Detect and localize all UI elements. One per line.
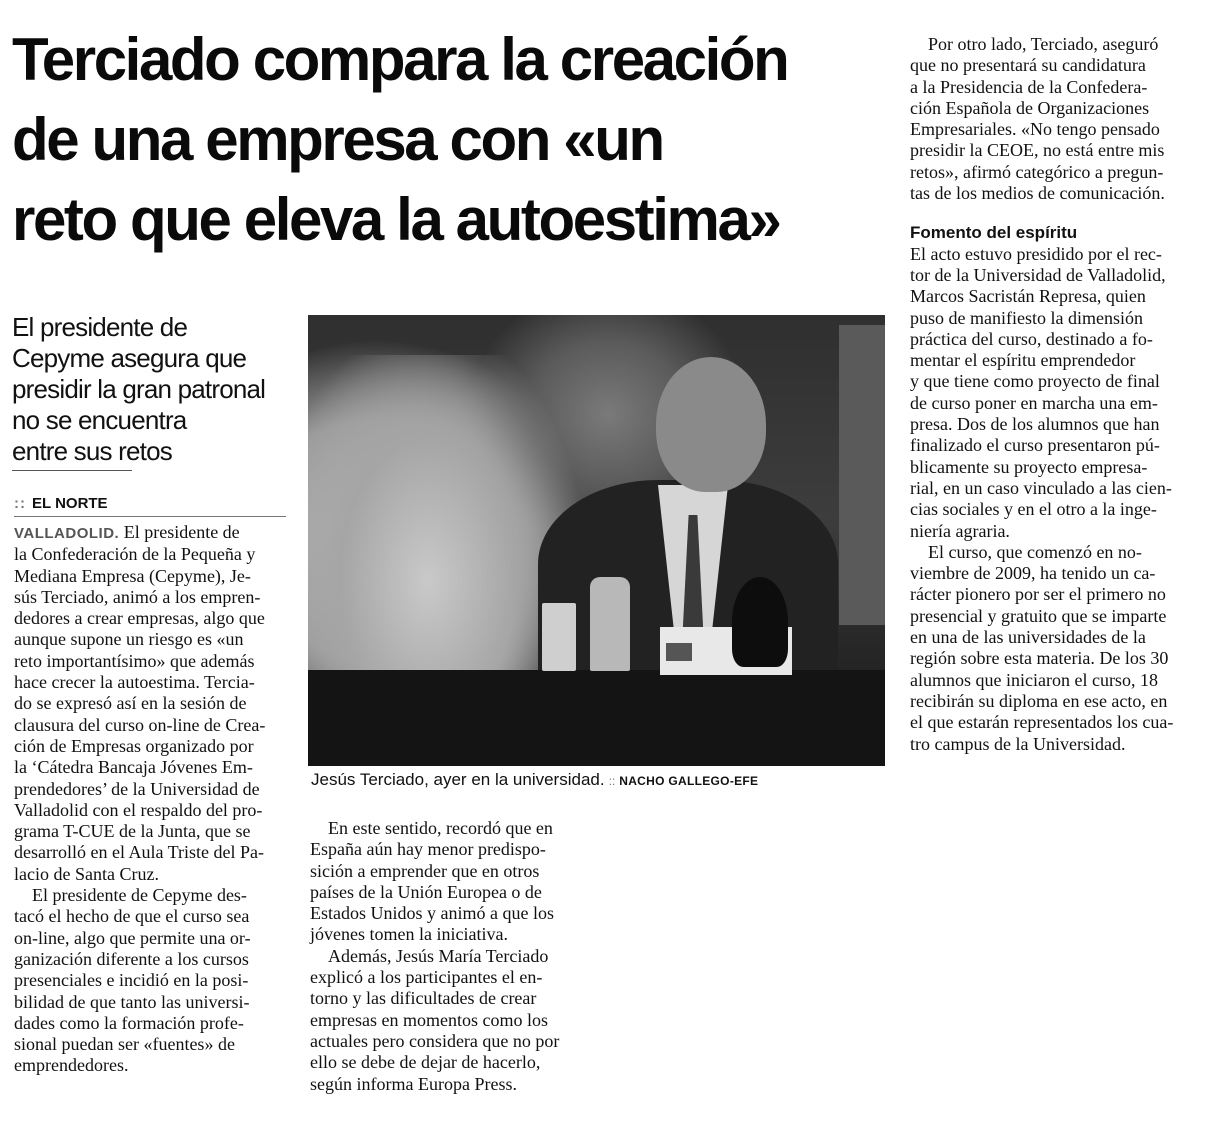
text-line: emprendedores. — [14, 1055, 129, 1076]
text-line: aunque supone un riesgo es «un — [14, 629, 244, 650]
subheadline-line: Cepyme asegura que — [12, 343, 247, 373]
section-heading: Fomento del espíritu — [910, 223, 1078, 243]
text-line: do se expresó así en la sesión de — [14, 693, 247, 714]
article-column-1 — [14, 522, 286, 1077]
text-line: presenciales e incidió en la posi- — [14, 970, 249, 991]
byline-agency: EL NORTE — [32, 495, 108, 512]
text-line: presa. Dos de los alumnos que han — [910, 414, 1160, 435]
text-line: sional puedan ser «fuentes» de — [14, 1034, 235, 1055]
photo-glass — [542, 603, 576, 671]
text-line: sición a emprender que en otros — [310, 860, 540, 881]
text-line: puso de manifiesto la dimensión — [910, 307, 1143, 328]
caption-bullet-icon: :: — [608, 774, 616, 788]
subheadline-line: no se encuentra — [12, 405, 187, 435]
text-line: Por otro lado, Terciado, aseguró — [928, 34, 1159, 54]
byline-divider — [14, 516, 286, 517]
text-line: Marcos Sacristán Represa, quien — [910, 286, 1146, 307]
subheadline-line: El presidente de — [12, 312, 188, 342]
text-line: grama T-CUE de la Junta, que se — [14, 821, 251, 842]
photo-subject-head — [656, 357, 766, 492]
text-line: finalizado el curso presentaron pú- — [910, 435, 1160, 456]
text-line: prendedores’ de la Universidad de — [14, 778, 260, 799]
photo-caption — [311, 770, 758, 790]
text-line: cias sociales y en el otro a la inge- — [910, 499, 1157, 520]
headline — [12, 20, 892, 260]
text-line: el que estarán representados los cua- — [910, 712, 1174, 733]
headline-line: reto que eleva la autoestima» — [12, 186, 780, 253]
text-line: hace crecer la autoestima. Tercia- — [14, 672, 255, 693]
text-line: empresas en momentos como los — [310, 1009, 548, 1030]
article-column-2 — [310, 818, 585, 1095]
text-line: de curso poner en marcha una em- — [910, 392, 1158, 413]
text-line: países de la Unión Europea o de — [310, 881, 542, 902]
text-line: en una de las universidades de la — [910, 627, 1146, 648]
text-line: torno y las dificultades de crear — [310, 988, 537, 1009]
text-line: retos», afirmó categórico a pregun- — [910, 161, 1164, 182]
text-line: Valladolid con el respaldo del pro- — [14, 799, 263, 820]
text-line: a la Presidencia de la Confedera- — [910, 76, 1148, 97]
text-line: clausura del curso on-line de Crea- — [14, 714, 266, 735]
text-line: según informa Europa Press. — [310, 1073, 517, 1094]
photo-card-logo — [666, 643, 692, 661]
byline-bullet-icon: :: — [14, 495, 26, 512]
text-line: dades como la formación profe- — [14, 1012, 244, 1033]
subheadline-line: entre sus retos — [12, 436, 172, 466]
headline-line: Terciado compara la creación — [12, 26, 788, 93]
text-line: Además, Jesús María Terciado — [328, 945, 549, 966]
text-line: y que tiene como proyecto de final — [910, 371, 1160, 392]
photo-finial — [732, 577, 788, 667]
text-line: región sobre esta materia. De los 30 — [910, 648, 1169, 669]
subheadline — [12, 312, 297, 467]
photo-desk — [308, 670, 885, 766]
text-line: presencial y gratuito que se imparte — [910, 605, 1167, 626]
text-line: bilidad de que tanto las universi- — [14, 991, 250, 1012]
text-line: ganización diferente a los cursos — [14, 948, 249, 969]
text-line: actuales pero considera que no por — [310, 1030, 560, 1051]
text-line: El presidente de Cepyme des- — [32, 885, 247, 906]
text-line: viembre de 2009, ha tenido un ca- — [910, 563, 1156, 584]
byline — [14, 495, 108, 512]
text-line: rácter pionero por ser el primero no — [910, 584, 1166, 605]
text-line: práctica del curso, destinado a fo- — [910, 328, 1153, 349]
text-line: España aún hay menor predispo- — [310, 839, 546, 860]
text-line: tas de los medios de comunicación. — [910, 183, 1165, 204]
subheadline-divider — [12, 470, 132, 471]
text-line: Estados Unidos y animó a que los — [310, 903, 554, 924]
subheadline-line: presidir la gran patronal — [12, 374, 266, 404]
text-line: niería agraria. — [910, 520, 1010, 541]
text-line: tor de la Universidad de Valladolid, — [910, 264, 1166, 285]
headline-line: de una empresa con «un — [12, 106, 663, 173]
dateline: VALLADOLID. — [14, 525, 120, 542]
text-line: Mediana Empresa (Cepyme), Je- — [14, 565, 251, 586]
text-line: En este sentido, recordó que en — [328, 818, 553, 838]
text-line: explicó a los participantes el en- — [310, 967, 543, 988]
photo-credit: NACHO GALLEGO-EFE — [619, 774, 759, 788]
text-line: El presidente de — [123, 522, 240, 542]
text-line: rial, en un caso vinculado a las cien- — [910, 477, 1172, 498]
article-column-3 — [910, 34, 1202, 755]
caption-text: Jesús Terciado, ayer en la universidad. — [311, 770, 605, 789]
text-line: ción Española de Organizaciones — [910, 97, 1150, 118]
text-line: Empresariales. «No tengo pensado — [910, 119, 1160, 140]
photo-background-column — [839, 325, 885, 625]
text-line: blicamente su proyecto empresa- — [910, 456, 1148, 477]
text-line: que no presentará su candidatura — [910, 55, 1146, 76]
text-line: ción de Empresas organizado por — [14, 735, 254, 756]
text-line: lacio de Santa Cruz. — [14, 863, 159, 884]
text-line: mentar el espíritu emprendedor — [910, 350, 1136, 371]
text-line: tro campus de la Universidad. — [910, 733, 1126, 754]
text-line: presidir la CEOE, no está entre mis — [910, 140, 1165, 161]
text-line: desarrolló en el Aula Triste del Pa- — [14, 842, 264, 863]
photo-bottle — [590, 577, 630, 671]
text-line: dedores a crear empresas, algo que — [14, 608, 265, 629]
text-line: jóvenes tomen la iniciativa. — [310, 924, 508, 945]
text-line: El curso, que comenzó en no- — [928, 541, 1142, 562]
text-line: recibirán su diploma en ese acto, en — [910, 690, 1168, 711]
text-line: sús Terciado, animó a los empren- — [14, 586, 261, 607]
text-line: la ‘Cátedra Bancaja Jóvenes Em- — [14, 757, 253, 778]
text-line: la Confederación de la Pequeña y — [14, 544, 256, 565]
article-photo — [308, 315, 885, 766]
text-line: El acto estuvo presidido por el rec- — [910, 243, 1162, 264]
text-line: on-line, algo que permite una or- — [14, 927, 251, 948]
text-line: reto importantísimo» que además — [14, 650, 255, 671]
text-line: ello se debe de dejar de hacerlo, — [310, 1052, 541, 1073]
text-line: tacó el hecho de que el curso sea — [14, 906, 250, 927]
text-line: alumnos que iniciaron el curso, 18 — [910, 669, 1158, 690]
text-line — [14, 522, 286, 544]
